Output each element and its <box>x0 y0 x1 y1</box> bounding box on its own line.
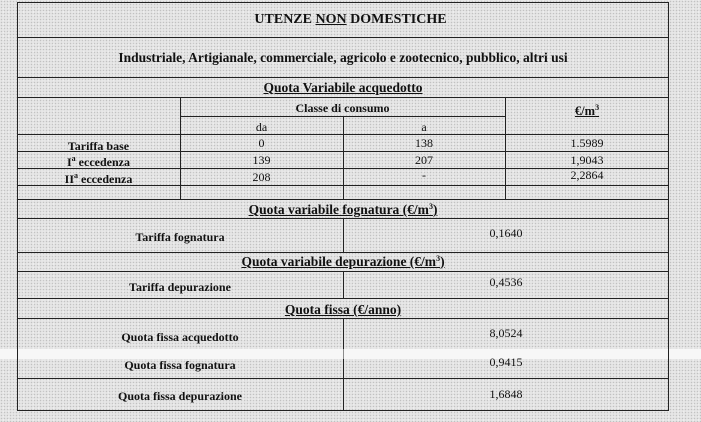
rule-row-4 <box>17 199 669 200</box>
col-a-header: a <box>421 120 427 134</box>
rule-under-subtitle <box>17 77 669 78</box>
row-1-value: 1.5989 <box>570 136 604 150</box>
frame-right-through-gap <box>668 349 669 359</box>
quota-fissa-fognatura-label: Quota fissa fognatura <box>124 358 236 372</box>
rule-under-fognatura-row <box>17 252 669 253</box>
tariffa-depurazione-label: Tariffa depurazione <box>129 280 231 294</box>
quota-fissa-fognatura-value: 0,9415 <box>489 355 523 369</box>
acquedotto-section-title: Quota Variabile acquedotto <box>263 80 423 95</box>
classe-consumo-header: Classe di consumo <box>295 101 390 115</box>
row-3-a: - <box>422 168 426 182</box>
row-3-value: 2,2864 <box>570 168 604 182</box>
quota-fissa-depurazione-label: Quota fissa depurazione <box>117 389 242 403</box>
quota-fissa-depurazione-value: 1,6848 <box>489 387 523 401</box>
row-1-a: 138 <box>415 136 433 150</box>
tariffa-depurazione-value: 0,4536 <box>489 275 523 289</box>
row-label-tariffa-base: Tariffa base <box>67 139 130 153</box>
tariffa-fognatura-value: 0,1640 <box>489 226 523 240</box>
row-3-da: 208 <box>252 170 271 184</box>
row-2-a: 207 <box>415 153 433 167</box>
fognatura-section-title: Quota variabile fognatura $(€/m^3)$ <box>248 202 438 217</box>
col-da-header: da <box>255 120 268 134</box>
frame-left-through-gap <box>17 349 18 359</box>
row-2-da: 139 <box>252 153 271 167</box>
rule-under-acquedotto-title <box>17 97 669 98</box>
rule-under-title <box>17 37 669 38</box>
row-1-da: 0 <box>258 136 265 150</box>
unit-header: $€/m^3$ <box>574 103 600 118</box>
page-title: UTENZE NON DOMESTICHE <box>254 12 447 27</box>
col-rule-through-gap <box>343 349 344 359</box>
row-2-value: 1,9043 <box>570 153 604 167</box>
page-subtitle: Industriale, Artigianale, commerciale, agricolo e zootecnico, pubblico, altri usi <box>118 50 568 65</box>
depurazione-section-title: Quota variabile depurazione $(€/m^3)$ <box>241 254 445 269</box>
rule-under-depurazione-row <box>17 298 669 299</box>
tariffa-fognatura-label: Tariffa fognatura <box>135 230 225 244</box>
row-label-ii-eccedenza: $II^a$ eccedenza <box>64 171 133 186</box>
fissa-section-title: Quota fissa (€/anno) <box>284 302 402 317</box>
quota-fissa-acquedotto-label: Quota fissa acquedotto <box>121 330 239 344</box>
quota-fissa-acquedotto-value: 8,0524 <box>489 326 523 340</box>
row-label-i-eccedenza: $I^a$ eccedenza <box>67 154 130 169</box>
